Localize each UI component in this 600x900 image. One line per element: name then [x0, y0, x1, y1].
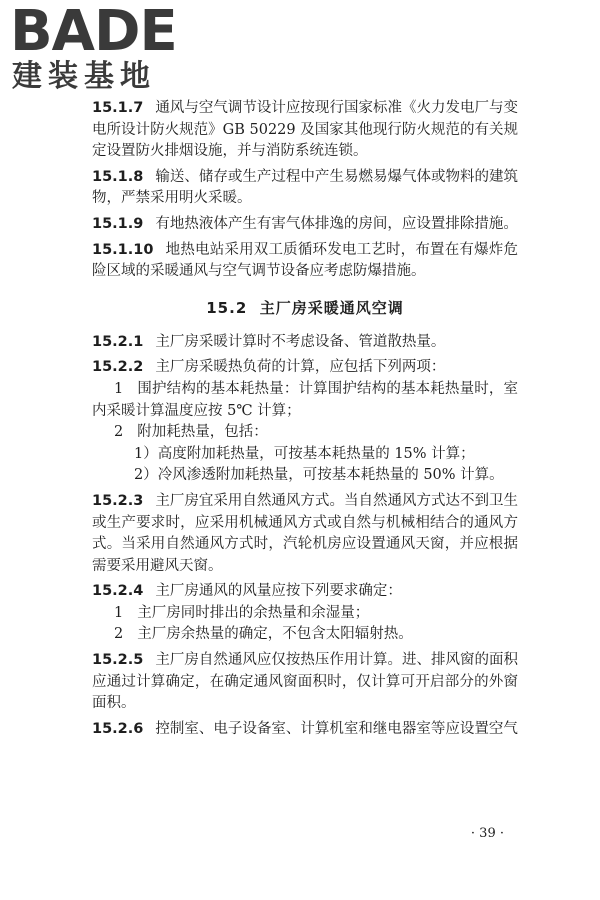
- clause-number: 15.2.1: [92, 333, 144, 350]
- clause-number: 15.1.8: [92, 168, 144, 185]
- clause-text: 主厂房宜采用自然通风方式。当自然通风方式达不到卫生或生产要求时，应采用机械通风方式或自然与机械相结合的通风方式。当采用自然通风方式时，汽轮机房应设置通风天窗，并应根据需要采用避风天窗。: [92, 492, 518, 574]
- item-text: 主厂房余热量的确定，不包含太阳辐射热。: [137, 626, 413, 643]
- clause-15-2-6: [92, 719, 518, 741]
- list-item: [92, 624, 518, 646]
- clause-15-2-5: [92, 650, 518, 715]
- clause-15-2-3: [92, 491, 518, 577]
- list-item: [92, 379, 518, 422]
- clause-15-1-10: [92, 240, 518, 283]
- item-number: 2: [114, 626, 124, 643]
- clause-number: 15.1.10: [92, 241, 154, 258]
- clause-text: 主厂房采暖计算时不考虑设备、管道散热量。: [155, 333, 446, 350]
- item-number: 1: [114, 604, 124, 621]
- clause-text: 控制室、电子设备室、计算机室和继电器室等应设置空气: [155, 720, 518, 737]
- list-item: [92, 603, 518, 625]
- list-item: [92, 422, 518, 444]
- page-number: · 39 ·: [470, 826, 504, 841]
- clause-15-1-9: [92, 214, 518, 236]
- section-heading: [92, 297, 518, 318]
- clause-number: 15.2.4: [92, 583, 144, 600]
- clause-text: 主厂房自然通风应仅按热压作用计算。进、排风窗的面积应通过计算确定，在确定通风窗面积时，仅计算可开启部分的外窗面积。: [92, 652, 518, 712]
- clause-number: 15.2.2: [92, 359, 144, 376]
- clause-15-2-2: [92, 357, 518, 379]
- logo-wordmark: BADE: [10, 0, 177, 64]
- clause-text: 地热电站采用双工质循环发电工艺时，布置在有爆炸危险区域的采暖通风与空气调节设备应考虑防爆措施。: [92, 241, 518, 280]
- item-text: 附加耗热量，包括：: [137, 424, 268, 441]
- bade-logo: [6, 0, 186, 96]
- clause-15-2-4: [92, 581, 518, 603]
- clause-number: 15.2.6: [92, 720, 144, 737]
- logo-chinese-text: 建装基地: [12, 59, 156, 94]
- clause-number: 15.2.3: [92, 492, 144, 509]
- clause-text: 主厂房通风的风量应按下列要求确定：: [155, 583, 402, 600]
- section-title: 主厂房采暖通风空调: [259, 298, 404, 317]
- clause-text: 有地热液体产生有害气体排逸的房间，应设置排除措施。: [155, 215, 518, 232]
- clause-number: 15.2.5: [92, 652, 144, 669]
- clause-number: 15.1.7: [92, 100, 144, 116]
- clause-15-1-7: [92, 98, 518, 163]
- item-number: 2: [114, 424, 124, 441]
- document-body: [92, 98, 518, 740]
- sub-item: 1）高度附加耗热量，可按基本耗热量的 15% 计算；: [134, 445, 475, 462]
- clause-text: 输送、储存或生产过程中产生易燃易爆气体或物料的建筑物，严禁采用明火采暖。: [92, 168, 518, 207]
- clause-text: 主厂房采暖热负荷的计算，应包括下列两项：: [155, 359, 446, 376]
- sub-item: 2）冷风渗透附加耗热量，可按基本耗热量的 50% 计算。: [134, 467, 504, 484]
- section-number: 15.2: [206, 298, 248, 317]
- clause-number: 15.1.9: [92, 215, 144, 232]
- item-number: 1: [114, 380, 124, 397]
- clause-15-2-1: [92, 332, 518, 354]
- clause-text: 通风与空气调节设计应按现行国家标准《火力发电厂与变电所设计防火规范》GB 50229 及国家其他现行防火规范的有关规定设置防火排烟设施，并与消防系统连锁。: [92, 100, 518, 160]
- clause-15-1-8: [92, 167, 518, 210]
- item-text: 围护结构的基本耗热量：计算围护结构的基本耗热量时，室内采暖计算温度应按 5℃ 计算；: [92, 380, 518, 419]
- item-text: 主厂房同时排出的余热量和余湿量；: [137, 604, 370, 621]
